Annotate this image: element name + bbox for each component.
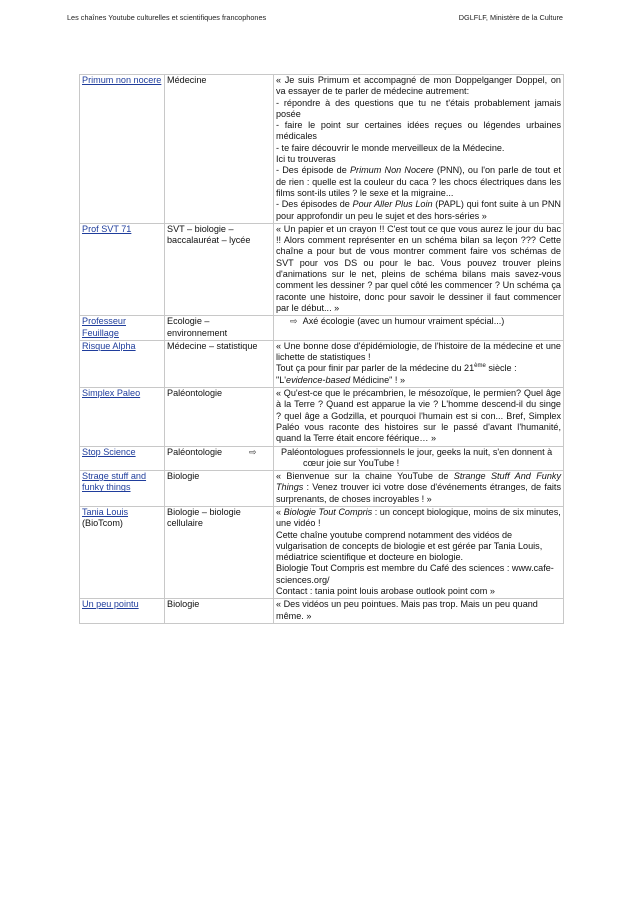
- desc-italic: Pour Aller Plus Loin: [352, 199, 433, 210]
- desc-italic: Primum Non Nocere: [349, 165, 434, 176]
- channel-name-cell: [80, 223, 165, 315]
- table-row: [80, 75, 564, 224]
- desc-italic: Strange Stuff And Funky Things: [276, 471, 561, 493]
- desc-paragraph: [276, 165, 561, 199]
- header-right: DGLFLF, Ministère de la Culture: [458, 13, 563, 22]
- table-row: [80, 446, 564, 471]
- description-cell: [274, 471, 564, 507]
- channel-name-cell: [80, 506, 165, 598]
- table-row: [80, 316, 564, 341]
- table-row: [80, 471, 564, 507]
- description-cell: [274, 75, 564, 224]
- desc-text: (PNN), ou l'on parle de tout et de rien : quelle est la couleur du caca ? les chocs électriques dans les films sont-ils utiles ? le sexe et la migraine...: [276, 165, 561, 198]
- desc-paragraph: [276, 375, 561, 386]
- description-cell: « Qu'est-ce que le précambrien, le mésozoïque, le permien? Quel âge à la Terre ? Quand est apparue la vie ? L'homme descend-il du singe ? quel âge a Godzilla, et pourquoi l'humain est si con... Bref, Simplex Paléo vous raconte des histoires sur le passé d'avant l'humanité, quand la Terre était encore féérique… »: [274, 388, 564, 446]
- subject-cell: Médecine – statistique: [165, 340, 274, 387]
- channel-name-cell: [80, 340, 165, 387]
- desc-paragraph: [276, 507, 561, 530]
- subject-cell: Biologie: [165, 599, 274, 624]
- desc-text: Paléontologues professionnels le jour, geeks la nuit, s'en donnent à cœur joie sur YouTube !: [281, 446, 553, 468]
- channel-name-cell: [80, 388, 165, 446]
- channel-link[interactable]: Strage stuff and funky things: [82, 471, 147, 493]
- channel-name-cell: [80, 75, 165, 224]
- page-header: [67, 13, 563, 22]
- channel-link[interactable]: Primum non nocere: [82, 75, 162, 85]
- desc-text: - Des épisode de: [276, 165, 350, 176]
- subject-cell: SVT – biologie – baccalauréat – lycée: [165, 223, 274, 315]
- channel-name-cell: [80, 446, 165, 471]
- desc-block: ⇨ Paléontologues professionnels le jour, geeks la nuit, s'en donnent à cœur joie sur YouTube !: [249, 446, 553, 468]
- table-row: [80, 599, 564, 624]
- channel-link[interactable]: Prof SVT 71: [82, 223, 132, 234]
- description-cell: « Un papier et un crayon !! C'est tout ce que vous aurez le jour du bac !! Alors comment représenter en un schéma bilan sa leçon ??? Cette chaîne a pour but de vous montrer comment faire vos schémas de SVT pour vos DS ou pour le bac. Vous pouvez trouver pleins d'animations sur le net, pleins de schéma bilans mais savez-vous comment les dessiner ? par quel côté les commencer ? Un schéma ça raconte une histoire, donc pour savoir le dessiner il faut commencer par le début... »: [274, 223, 564, 315]
- desc-paragraph: [276, 199, 561, 222]
- description-cell: [274, 506, 564, 598]
- channel-name-cell: [80, 471, 165, 507]
- desc-text: siècle :: [485, 363, 517, 374]
- arrow-right-icon: ⇨: [290, 316, 298, 327]
- desc-superscript: ème: [474, 363, 486, 370]
- desc-paragraph: Cette chaîne youtube comprend notamment des vidéos de vulgarisation de concepts de biologie et est gérée par Tania Louis, médiatrice scientifique et docteure en biologie.: [276, 529, 543, 563]
- channel-link[interactable]: Tania Louis: [82, 506, 129, 517]
- table-row: [80, 340, 564, 387]
- desc-text: « Bienvenue sur la chaine YouTube de: [276, 471, 454, 482]
- desc-paragraph: « Une bonne dose d'épidémiologie, de l'histoire de la médecine et une lichette de statistiques !: [276, 340, 561, 363]
- subject-cell: Paléontologie: [165, 446, 274, 471]
- header-left: Les chaînes Youtube culturelles et scientifiques francophones: [67, 13, 267, 22]
- desc-paragraph: - faire le point sur certaines idées reçues ou légendes urbaines médicales: [276, 120, 561, 142]
- desc-paragraph: Ici tu trouveras: [276, 154, 336, 165]
- desc-text: : Venez trouver ici votre dose d'événements étranges, de faits surprenants, de choses incroyables ! »: [276, 482, 561, 504]
- desc-italic: Biologie Tout Compris: [283, 506, 373, 517]
- channel-link[interactable]: Simplex Paleo: [82, 388, 141, 399]
- channel-link[interactable]: Risque Alpha: [82, 340, 136, 351]
- desc-paragraph: - te faire découvrir le monde merveilleux de la Médecine.: [276, 142, 505, 153]
- subject-cell: Biologie: [165, 471, 274, 507]
- channel-link[interactable]: Stop Science: [82, 446, 136, 457]
- desc-paragraph: Biologie Tout Compris est membre du Café des sciences : www.cafe-sciences.org/: [276, 563, 554, 585]
- description-cell: [274, 316, 564, 341]
- subject-cell: Ecologie – environnement: [165, 316, 274, 341]
- channel-link[interactable]: Un peu pointu: [82, 599, 139, 610]
- desc-text: Médicine" ! »: [350, 374, 406, 385]
- channels-table: [79, 74, 564, 624]
- table-row: [80, 388, 564, 446]
- desc-text: Tout ça pour finir par parler de la médecine du 21: [276, 363, 475, 374]
- desc-paragraph: « Je suis Primum et accompagné de mon Doppelganger Doppel, on va essayer de te parler de médecine autrement:: [276, 75, 561, 97]
- subject-cell: Médecine: [165, 75, 274, 224]
- desc-text: «: [276, 506, 284, 517]
- table-row: [80, 223, 564, 315]
- channel-name-cell: [80, 599, 165, 624]
- desc-paragraph: Contact : tania point louis arobase outlook point com »: [276, 586, 495, 597]
- description-cell: [274, 340, 564, 387]
- subject-cell: Biologie – biologie cellulaire: [165, 506, 274, 598]
- channel-link[interactable]: Professeur Feuillage: [82, 316, 126, 338]
- desc-text: : un concept biologique, moins de six minutes, une vidéo !: [276, 506, 561, 529]
- desc-text: Axé écologie (avec un humour vraiment spécial...): [302, 316, 505, 327]
- table-row: [80, 506, 564, 598]
- channel-subname: (BioTcom): [82, 518, 123, 529]
- desc-paragraph: - répondre à des questions que tu ne t'étais probablement jamais posée: [276, 97, 561, 119]
- desc-text: "L': [276, 374, 287, 385]
- desc-text: - Des épisodes de: [276, 199, 353, 210]
- desc-text: (PAPL) qui font suite à un PNN pour approfondir un peu le sujet et des hors-séries »: [276, 199, 561, 221]
- description-cell: « Des vidéos un peu pointues. Mais pas trop. Mais un peu quand même. »: [274, 599, 564, 624]
- subject-cell: Paléontologie: [165, 388, 274, 446]
- desc-italic: evidence-based: [286, 374, 351, 385]
- channel-name-cell: [80, 316, 165, 341]
- description-cell: [249, 446, 564, 471]
- desc-paragraph: [276, 363, 561, 374]
